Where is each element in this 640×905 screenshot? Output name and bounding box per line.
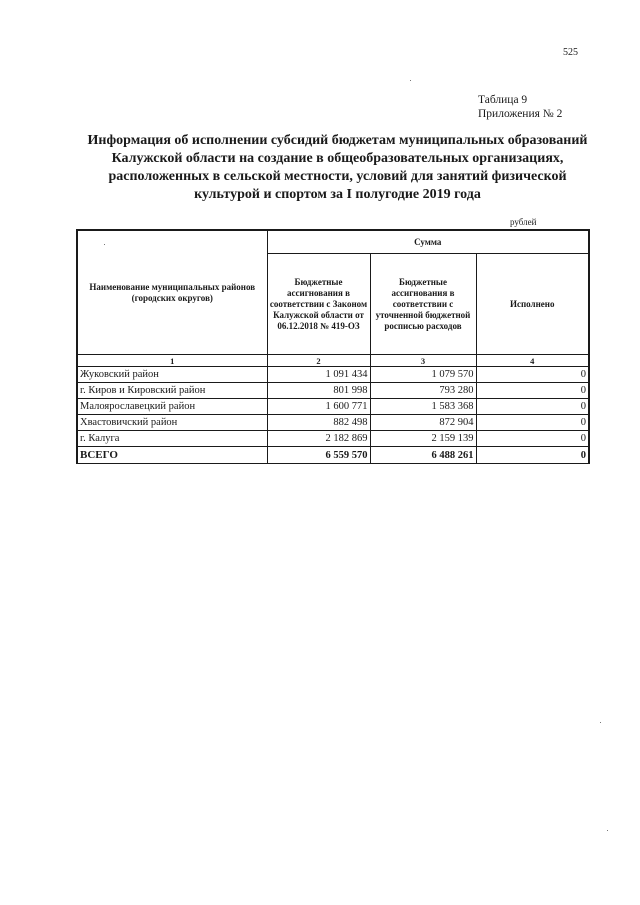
scan-speck [410, 80, 411, 81]
total-label: ВСЕГО [77, 447, 267, 464]
district-name: г. Киров и Кировский район [77, 383, 267, 399]
budget-law-value: 1 600 771 [267, 399, 370, 415]
table-row [77, 431, 589, 447]
executed-value: 0 [476, 383, 589, 399]
appendix-header [478, 93, 562, 121]
column-header-budget-revised: Бюджетные ассигнования в соответствии с уточненной бюджетной росписью расходов [370, 254, 476, 355]
table-row [77, 415, 589, 431]
budget-revised-value: 2 159 139 [370, 431, 476, 447]
title-line-1: Информация об исполнении субсидий бюджетам муниципальных образований [87, 133, 588, 148]
column-header-executed: Исполнено [476, 254, 589, 355]
table-row [77, 399, 589, 415]
appendix-label: Приложения № 2 [478, 108, 563, 120]
executed-value: 0 [476, 415, 589, 431]
column-header-sum: Сумма [267, 230, 589, 254]
table-row [77, 383, 589, 399]
column-header-name: Наименование муниципальных районов (городских округов) [77, 230, 267, 355]
title-line-4: культурой и спортом за I полугодие 2019 года [194, 187, 481, 202]
scan-speck [600, 722, 601, 723]
budget-law-value: 1 091 434 [267, 367, 370, 383]
executed-value: 0 [476, 399, 589, 415]
subsidy-table [76, 229, 590, 464]
budget-law-value: 801 998 [267, 383, 370, 399]
budget-revised-value: 793 280 [370, 383, 476, 399]
budget-revised-value: 1 079 570 [370, 367, 476, 383]
total-executed: 0 [476, 447, 589, 464]
column-number: 2 [267, 355, 370, 367]
total-budget-revised: 6 488 261 [370, 447, 476, 464]
district-name: Жуковский район [77, 367, 267, 383]
title-line-3: расположенных в сельской местности, условий для занятий физической [108, 169, 567, 184]
table-label: Таблица 9 [478, 94, 528, 106]
executed-value: 0 [476, 367, 589, 383]
district-name: г. Калуга [77, 431, 267, 447]
document-title [60, 132, 615, 204]
budget-law-value: 2 182 869 [267, 431, 370, 447]
column-number: 1 [77, 355, 267, 367]
district-name: Малоярославецкий район [77, 399, 267, 415]
total-budget-law: 6 559 570 [267, 447, 370, 464]
district-name: Хвастовичский район [77, 415, 267, 431]
total-row [77, 447, 589, 464]
page-number: 525 [563, 47, 578, 58]
table-row [77, 367, 589, 383]
column-header-budget-law: Бюджетные ассигнования в соответствии с Законом Калужской области от 06.12.2018 № 419-ОЗ [267, 254, 370, 355]
budget-law-value: 882 498 [267, 415, 370, 431]
scan-speck [607, 830, 608, 831]
budget-revised-value: 1 583 368 [370, 399, 476, 415]
units-label: рублей [510, 217, 537, 227]
title-line-2: Калужской области на создание в общеобразовательных организациях, [111, 151, 564, 166]
executed-value: 0 [476, 431, 589, 447]
column-number: 3 [370, 355, 476, 367]
column-number: 4 [476, 355, 589, 367]
budget-revised-value: 872 904 [370, 415, 476, 431]
scan-speck [104, 244, 105, 245]
